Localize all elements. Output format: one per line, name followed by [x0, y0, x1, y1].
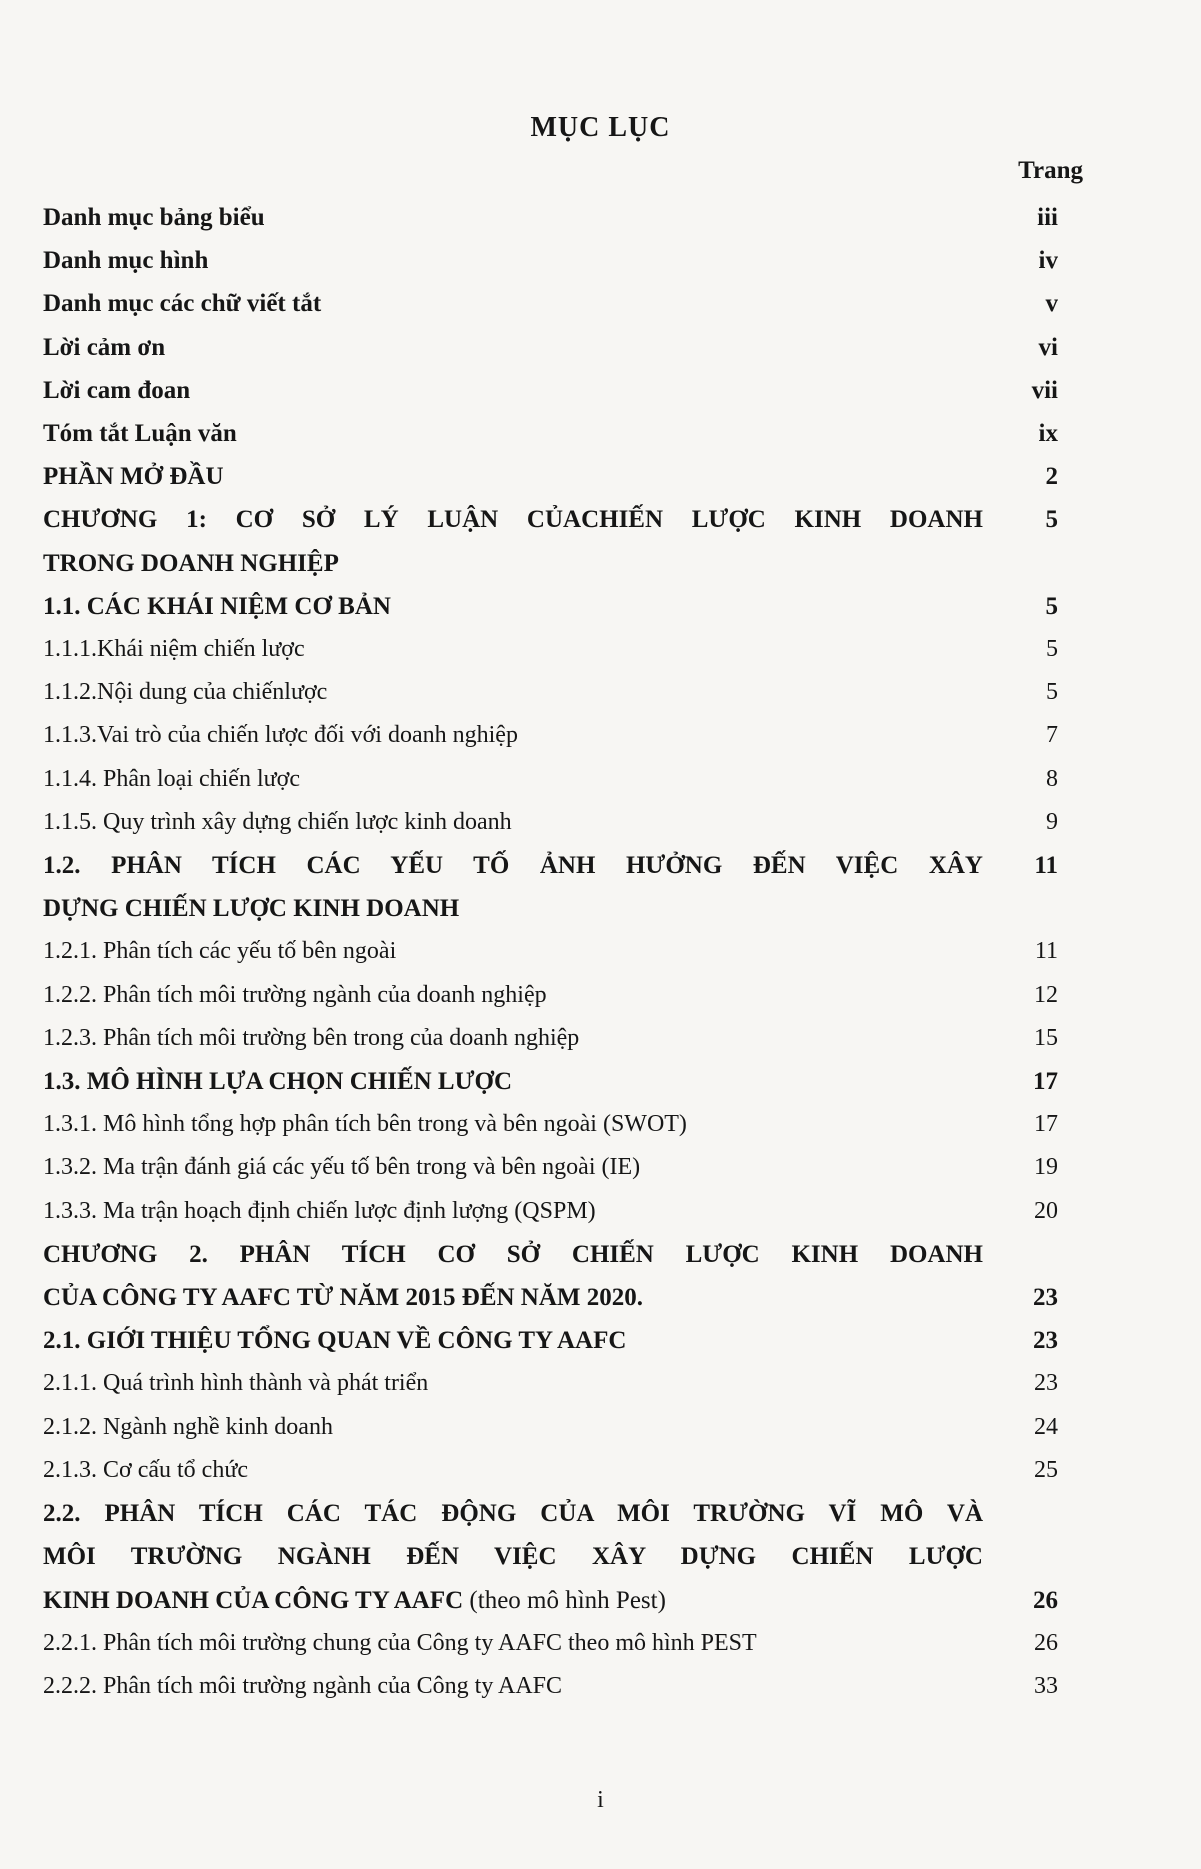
toc-entry-page: 9 — [1046, 808, 1058, 835]
toc-entry-page: vii — [1031, 376, 1058, 404]
toc-entry-page: ix — [1038, 420, 1058, 448]
toc-entry — [43, 1492, 1058, 1622]
toc-entry-title-line3-suffix: (theo mô hình Pest) — [463, 1586, 666, 1614]
toc-entry-title: 2.1.3. Cơ cấu tổ chức — [43, 1456, 248, 1483]
toc-entry-page: 19 — [1034, 1154, 1058, 1181]
page-number-footer: i — [597, 1787, 604, 1813]
toc-entry-title: 1.2.3. Phân tích môi trường bên trong của doanh nghiệp — [43, 1024, 580, 1051]
toc-entry — [43, 1449, 1058, 1492]
toc-entry-title-line2: DỰNG CHIẾN LƯỢC KINH DOANH — [43, 895, 460, 923]
toc-entry-page: iii — [1037, 204, 1058, 231]
toc-entry — [43, 714, 1058, 757]
toc-entry-page: 15 — [1034, 1024, 1058, 1051]
toc-entry-page: vi — [1038, 333, 1058, 361]
toc-entry-page: 2 — [1045, 463, 1058, 491]
toc-entry — [43, 671, 1058, 714]
toc-entry-title-line1: 1.2. PHÂN TÍCH CÁC YẾU TỐ ẢNH HƯỞNG ĐẾN VIỆC XÂY — [43, 852, 983, 880]
toc-entry-page: 20 — [1034, 1197, 1058, 1224]
toc-entry-page: 23 — [1033, 1284, 1058, 1312]
table-of-contents — [43, 196, 1058, 1708]
toc-entry-page: 26 — [1034, 1629, 1058, 1656]
toc-entry-title-line1: 2.2. PHÂN TÍCH CÁC TÁC ĐỘNG CỦA MÔI TRƯỜNG VĨ MÔ VÀ — [43, 1500, 983, 1528]
toc-entry-page: v — [1045, 290, 1058, 318]
toc-entry — [43, 758, 1058, 801]
toc-entry — [43, 239, 1058, 282]
toc-entry — [43, 282, 1058, 325]
toc-entry-page: 25 — [1034, 1456, 1058, 1483]
toc-entry — [43, 412, 1058, 455]
toc-entry-title: 1.1.2.Nội dung của chiếnlược — [43, 679, 328, 706]
toc-entry-page: 11 — [1034, 852, 1058, 880]
toc-entry-page: 23 — [1033, 1327, 1058, 1355]
toc-entry — [43, 1146, 1058, 1189]
toc-entry — [43, 844, 1058, 930]
toc-entry — [43, 326, 1058, 369]
toc-entry-title-line3-main: KINH DOANH CỦA CÔNG TY AAFC — [43, 1586, 464, 1614]
toc-entry-title: Tóm tắt Luận văn — [43, 420, 237, 448]
toc-entry — [43, 1190, 1058, 1233]
toc-entry-title: Danh mục các chữ viết tắt — [43, 290, 322, 318]
page-title: MỤC LỤC — [530, 112, 671, 143]
toc-entry-page: 5 — [1046, 679, 1058, 706]
toc-entry-page: 8 — [1046, 765, 1058, 792]
toc-entry-title: 1.2.1. Phân tích các yếu tố bên ngoài — [43, 938, 397, 965]
toc-entry-page: 17 — [1034, 1111, 1058, 1138]
toc-entry — [43, 1665, 1058, 1708]
toc-entry-title: 1.1.4. Phân loại chiến lược — [43, 765, 300, 792]
toc-entry — [43, 801, 1058, 844]
toc-entry-title — [43, 844, 983, 930]
toc-entry — [43, 1017, 1058, 1060]
toc-entry-title-line2: CỦA CÔNG TY AAFC TỪ NĂM 2015 ĐẾN NĂM 2020. — [43, 1284, 643, 1312]
toc-entry-title: 1.1.1.Khái niệm chiến lược — [43, 636, 305, 663]
toc-entry-title: Danh mục hình — [43, 247, 209, 275]
toc-entry-title — [43, 498, 983, 584]
toc-entry-page: 11 — [1034, 938, 1058, 965]
toc-entry-page: 12 — [1034, 981, 1058, 1008]
toc-entry-title: 1.1.3.Vai trò của chiến lược đối với doanh nghiệp — [43, 722, 518, 749]
toc-entry-title-line2: TRONG DOANH NGHIỆP — [43, 549, 339, 577]
toc-entry-title-line2: MÔI TRƯỜNG NGÀNH ĐẾN VIỆC XÂY DỰNG CHIẾN LƯỢC — [43, 1543, 983, 1571]
toc-entry-title-line1: CHƯƠNG 1: CƠ SỞ LÝ LUẬN CỦACHIẾN LƯỢC KINH DOANH — [43, 506, 983, 534]
toc-entry — [43, 1319, 1058, 1362]
toc-entry-title-line3 — [43, 1579, 983, 1622]
toc-entry-title — [43, 1233, 983, 1319]
toc-entry — [43, 930, 1058, 973]
toc-entry-title: 2.1.1. Quá trình hình thành và phát triển — [43, 1370, 429, 1397]
toc-entry-page: 24 — [1034, 1413, 1058, 1440]
toc-entry — [43, 1233, 1058, 1319]
toc-entry — [43, 498, 1058, 584]
toc-entry-page: 5 — [1046, 636, 1058, 663]
toc-entry-title: 1.3.2. Ma trận đánh giá các yếu tố bên trong và bên ngoài (IE) — [43, 1154, 641, 1181]
toc-entry-title: Danh mục bảng biểu — [43, 204, 265, 231]
toc-entry — [43, 196, 1058, 239]
toc-entry-title: 2.2.2. Phân tích môi trường ngành của Công ty AAFC — [43, 1672, 563, 1699]
toc-entry-page: 5 — [1045, 592, 1058, 620]
toc-entry-page: 7 — [1046, 722, 1058, 749]
toc-entry-title: 1.1.5. Quy trình xây dựng chiến lược kinh doanh — [43, 808, 512, 835]
toc-entry-title: 2.1. GIỚI THIỆU TỔNG QUAN VỀ CÔNG TY AAFC — [43, 1327, 627, 1355]
toc-entry — [43, 1362, 1058, 1405]
toc-entry-title: 2.2.1. Phân tích môi trường chung của Công ty AAFC theo mô hình PEST — [43, 1629, 757, 1656]
toc-entry — [43, 455, 1058, 498]
toc-entry — [43, 1406, 1058, 1449]
toc-entry-page: 5 — [1045, 506, 1058, 534]
toc-entry-page: 26 — [1033, 1586, 1058, 1614]
toc-entry — [43, 585, 1058, 628]
toc-entry-title: 1.3. MÔ HÌNH LỰA CHỌN CHIẾN LƯỢC — [43, 1068, 512, 1096]
toc-entry-page: 17 — [1033, 1068, 1058, 1096]
toc-entry-title: PHẦN MỞ ĐẦU — [43, 463, 224, 491]
toc-entry-title: Lời cảm ơn — [43, 333, 166, 361]
toc-entry — [43, 1103, 1058, 1146]
toc-entry-page: 33 — [1034, 1672, 1058, 1699]
page-column-header: Trang — [1018, 157, 1083, 184]
toc-entry-title-line1: CHƯƠNG 2. PHÂN TÍCH CƠ SỞ CHIẾN LƯỢC KINH DOANH — [43, 1240, 983, 1268]
toc-entry-title: 1.2.2. Phân tích môi trường ngành của doanh nghiệp — [43, 981, 547, 1008]
toc-entry-title: 1.1. CÁC KHÁI NIỆM CƠ BẢN — [43, 592, 391, 620]
toc-entry-title: 1.3.1. Mô hình tổng hợp phân tích bên trong và bên ngoài (SWOT) — [43, 1111, 687, 1138]
toc-entry-page: 23 — [1034, 1370, 1058, 1397]
toc-entry — [43, 1622, 1058, 1665]
toc-entry — [43, 369, 1058, 412]
toc-entry-page: iv — [1038, 247, 1058, 275]
toc-entry — [43, 1060, 1058, 1103]
toc-entry-title: 1.3.3. Ma trận hoạch định chiến lược định lượng (QSPM) — [43, 1197, 596, 1224]
toc-entry — [43, 628, 1058, 671]
toc-entry — [43, 974, 1058, 1017]
toc-entry-title: Lời cam đoan — [43, 376, 191, 404]
toc-entry-title — [43, 1492, 983, 1622]
toc-entry-title: 2.1.2. Ngành nghề kinh doanh — [43, 1413, 333, 1440]
